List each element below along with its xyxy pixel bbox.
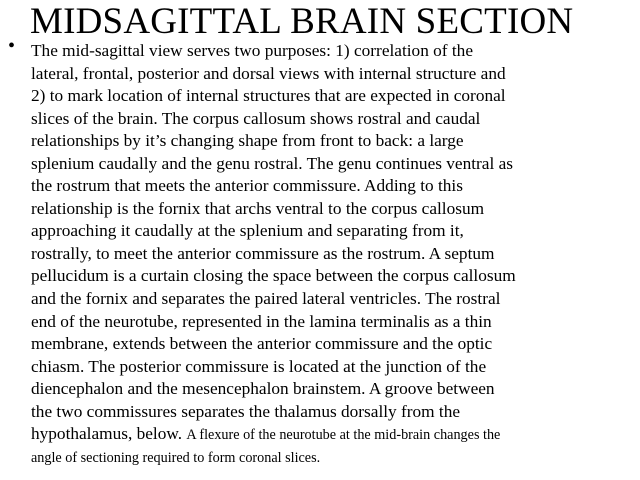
body-line: relationships by it’s changing shape from front to back: a large: [31, 131, 464, 151]
body-line: and the fornix and separates the paired lateral ventricles. The rostral: [31, 289, 501, 309]
body-text: [31, 40, 629, 469]
body-line: splenium caudally and the genu rostral. The genu continues ventral as: [31, 153, 513, 173]
body-line: approaching it caudally at the splenium and separating from it,: [31, 221, 464, 241]
body-line: membrane, extends between the anterior commissure and the optic: [31, 334, 493, 354]
body-line-small: angle of sectioning required to form coronal slices.: [31, 449, 321, 466]
body-line: rostrally, to meet the anterior commissure as the rostrum. A septum: [31, 243, 495, 263]
body-line: chiasm. The posterior commissure is located at the junction of the: [31, 356, 487, 376]
body-line: relationship is the fornix that archs ventral to the corpus callosum: [31, 198, 485, 218]
body-line: 2) to mark location of internal structures that are expected in coronal: [31, 86, 506, 106]
bullet-marker: •: [8, 35, 16, 57]
body-line: pellucidum is a curtain closing the space between the corpus callosum: [31, 266, 516, 286]
body-line: the two commissures separates the thalamus dorsally from the: [31, 401, 461, 421]
body-line: lateral, frontal, posterior and dorsal views with internal structure and: [31, 63, 506, 83]
body-line-small-part: A flexure of the neurotube at the mid-brain changes the: [186, 427, 501, 444]
slide-title: MIDSAGITTAL BRAIN SECTION: [30, 1, 574, 42]
body-line-mixed: [31, 423, 629, 447]
body-line: end of the neurotube, represented in the lamina terminalis as a thin: [31, 311, 492, 331]
body-line: slices of the brain. The corpus callosum shows rostral and caudal: [31, 108, 481, 128]
body-line-main-part: hypothalamus, below.: [31, 424, 187, 444]
body-line: The mid-sagittal view serves two purposes: 1) correlation of the: [31, 41, 473, 60]
body-line: the rostrum that meets the anterior commissure. Adding to this: [31, 176, 463, 196]
body-line: diencephalon and the mesencephalon brainstem. A groove between: [31, 379, 495, 399]
